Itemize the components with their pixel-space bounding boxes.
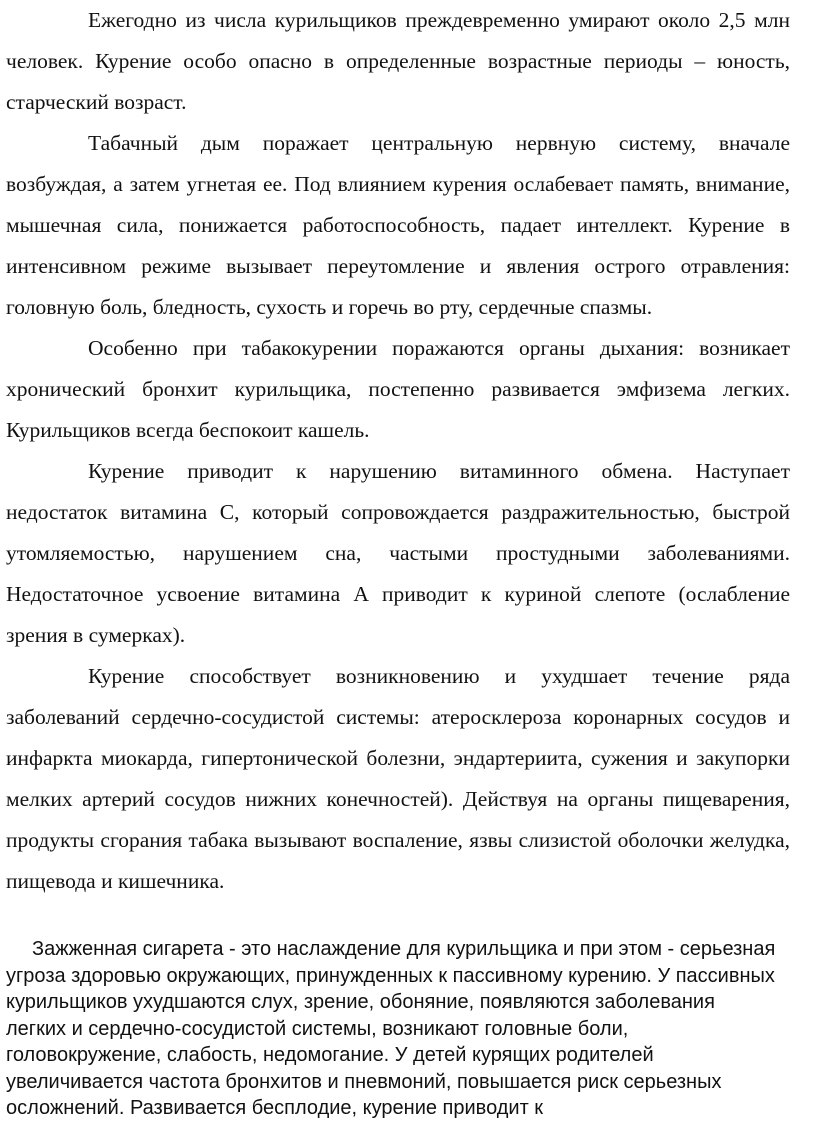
paragraph-cardiovascular: Курение способствует возникновению и ухудшает течение ряда заболеваний сердечно-сосудистой системы: атеросклероза коронарных сосудов и инфаркта миокарда, гипертонической болезни, эндартериита, сужения и закупорки мелких артерий сосудов нижних конечностей). Действуя на органы пищеварения, продукты сгорания табака вызывают воспаление, язвы слизистой оболочки желудка, пищевода и кишечника. [6, 664, 790, 893]
paragraph-vitamins: Курение приводит к нарушению витаминного обмена. Наступает недостаток витамина С, который сопровождается раздражительностью, быстрой утомляемостью, нарушением сна, частыми простудными заболеваниями. Недостаточное усвоение витамина А приводит к куриной слепоте (ослабление зрения в сумерках). [6, 459, 790, 647]
passive-smoking-text [6, 936, 776, 1122]
paragraph-respiratory: Особенно при табакокурении поражаются органы дыхания: возникает хронический бронхит курильщика, постепенно развивается эмфизема легких. Курильщиков всегда беспокоит кашель. [6, 336, 790, 442]
paragraph-mortality: Ежегодно из числа курильщиков преждевременно умирают около 2,5 млн человек. Курение особо опасно в определенные возрастные периоды – юность, старческий возраст. [6, 8, 790, 114]
main-text [6, 0, 790, 902]
paragraph-nervous-system: Табачный дым поражает центральную нервную систему, вначале возбуждая, а затем угнетая ее. Под влиянием курения ослабевает память, внимание, мышечная сила, понижается работоспособность, падает интеллект. Курение в интенсивном режиме вызывает переутомление и явления острого отравления: головную боль, бледность, сухость и горечь во рту, сердечные спазмы. [6, 131, 790, 319]
paragraph-passive-smoking: Зажженная сигарета - это наслаждение для курильщика и при этом - серьезная угроза здоровью окружающих, принужденных к пассивному курению. У пассивных курильщиков ухудшаются слух, зрение, обоняние, появляются заболевания легких и сердечно-сосудистой системы, возникают головные боли, головокружение, слабость, недомогание. У детей курящих родителей увеличивается частота бронхитов и пневмоний, повышается риск серьезных осложнений. Развивается бесплодие, курение приводит к [6, 938, 776, 1119]
